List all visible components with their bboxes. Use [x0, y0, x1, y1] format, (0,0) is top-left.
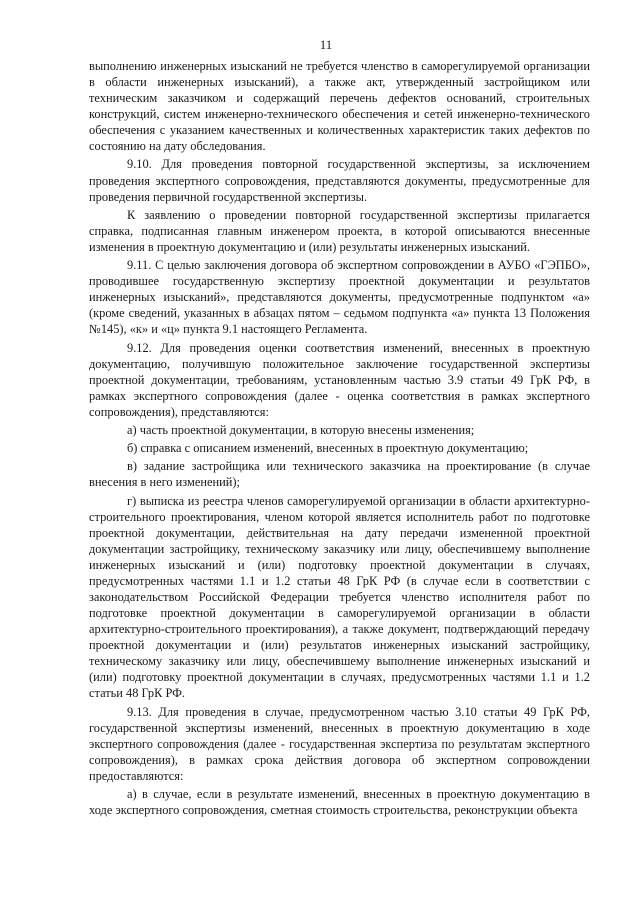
list-item-v: в) задание застройщика или технического заказчика на проектирование (в случае внесения в него изменений); — [89, 459, 590, 490]
paragraph-9-10: 9.10. Для проведения повторной государственной экспертизы, за исключением проведения экспертного сопровождения, представляются документы, предусмотренные для проведения первичной государственной экспертизы. — [89, 157, 590, 204]
list-item-a-continued: а) в случае, если в результате изменений, внесенных в проектную документацию в ходе экспертного сопровождения, сметная стоимость строительства, реконструкции объекта — [89, 786, 590, 817]
list-item-a: а) часть проектной документации, в которую внесены изменения; — [127, 422, 475, 437]
list-item-b: б) справка с описанием изменений, внесенных в проектную документацию; — [127, 441, 529, 456]
document-body — [89, 58, 590, 820]
paragraph-9-12: 9.12. Для проведения оценки соответствия изменений, внесенных в проектную документацию, получившую положительное заключение государственной экспертизы проектной документации, требованиям, установленным частью 3.9 статьи 49 ГрК РФ, в рамках экспертного сопровождения (далее - оценка соответствия в рамках экспертного сопровождения), представляются: — [89, 340, 590, 419]
paragraph-9-13: 9.13. Для проведения в случае, предусмотренном частью 3.10 статьи 49 ГрК РФ, государственной экспертизы изменений, внесенных в проектную документацию в ходе экспертного сопровождения (далее - государственная экспертиза по результатам экспертного сопровождения), в рамках срока действия договора об экспертном сопровождении предоставляются: — [89, 704, 590, 783]
list-item-g: г) выписка из реестра членов саморегулируемой организации в области архитектурно-строительного проектирования, членом которой является исполнитель работ по подготовке проектной документации, действительная на дату передачи измененной проектной документации застройщику, техническому заказчику или лицу, обеспечившему выполнение инженерных изысканий и (или) подготовку проектной документации в случаях, предусмотренных частями 1.1 и 1.2 статьи 48 ГрК РФ (в случае если в соответствии с законодательством Российской Федерации требуется членство исполнителя работ по подготовке проектной документации в саморегулируемой организации в области архитектурно-строительного проектирования), а также документ, подтверждающий передачу проектной документации и (или) результатов инженерных изысканий застройщику, техническому заказчику или лицу, обеспечившему выполнение инженерных изысканий и (или) подготовку проектной документации в случаях, предусмотренных частями 1.1 и 1.2 статьи 48 ГрК РФ. — [89, 493, 590, 701]
paragraph-9-11: 9.11. С целью заключения договора об экспертном сопровождении в АУБО «ГЭПБО», проводившее государственную экспертизу проектной документации и результатов инженерных изысканий», представляются документы, предусмотренные подпунктом «а» (кроме сведений, указанных в абзацах пятом – седьмом подпункта «а» пункта 13 Положения №145), «к» и «ц» пункта 9.1 настоящего Регламента. — [89, 258, 590, 337]
paragraph-repeat-expertise-certificate: К заявлению о проведении повторной государственной экспертизы прилагается справка, подписанная главным инженером проекта, в которой описываются внесенные изменения в проектную документацию и (или) результаты инженерных изысканий. — [89, 207, 590, 254]
page-number: 11 — [319, 37, 333, 52]
paragraph-continuation: выполнению инженерных изысканий не требуется членство в саморегулируемой организации в области инженерных изысканий), а также акт, утвержденный застройщиком или техническим заказчиком и содержащий перечень дефектов оснований, строительных конструкций, систем инженерно-технического обеспечения и сетей инженерно-технического обеспечения с указанием качественных и количественных характеристик таких дефектов по состоянию на дату обследования. — [89, 59, 590, 154]
